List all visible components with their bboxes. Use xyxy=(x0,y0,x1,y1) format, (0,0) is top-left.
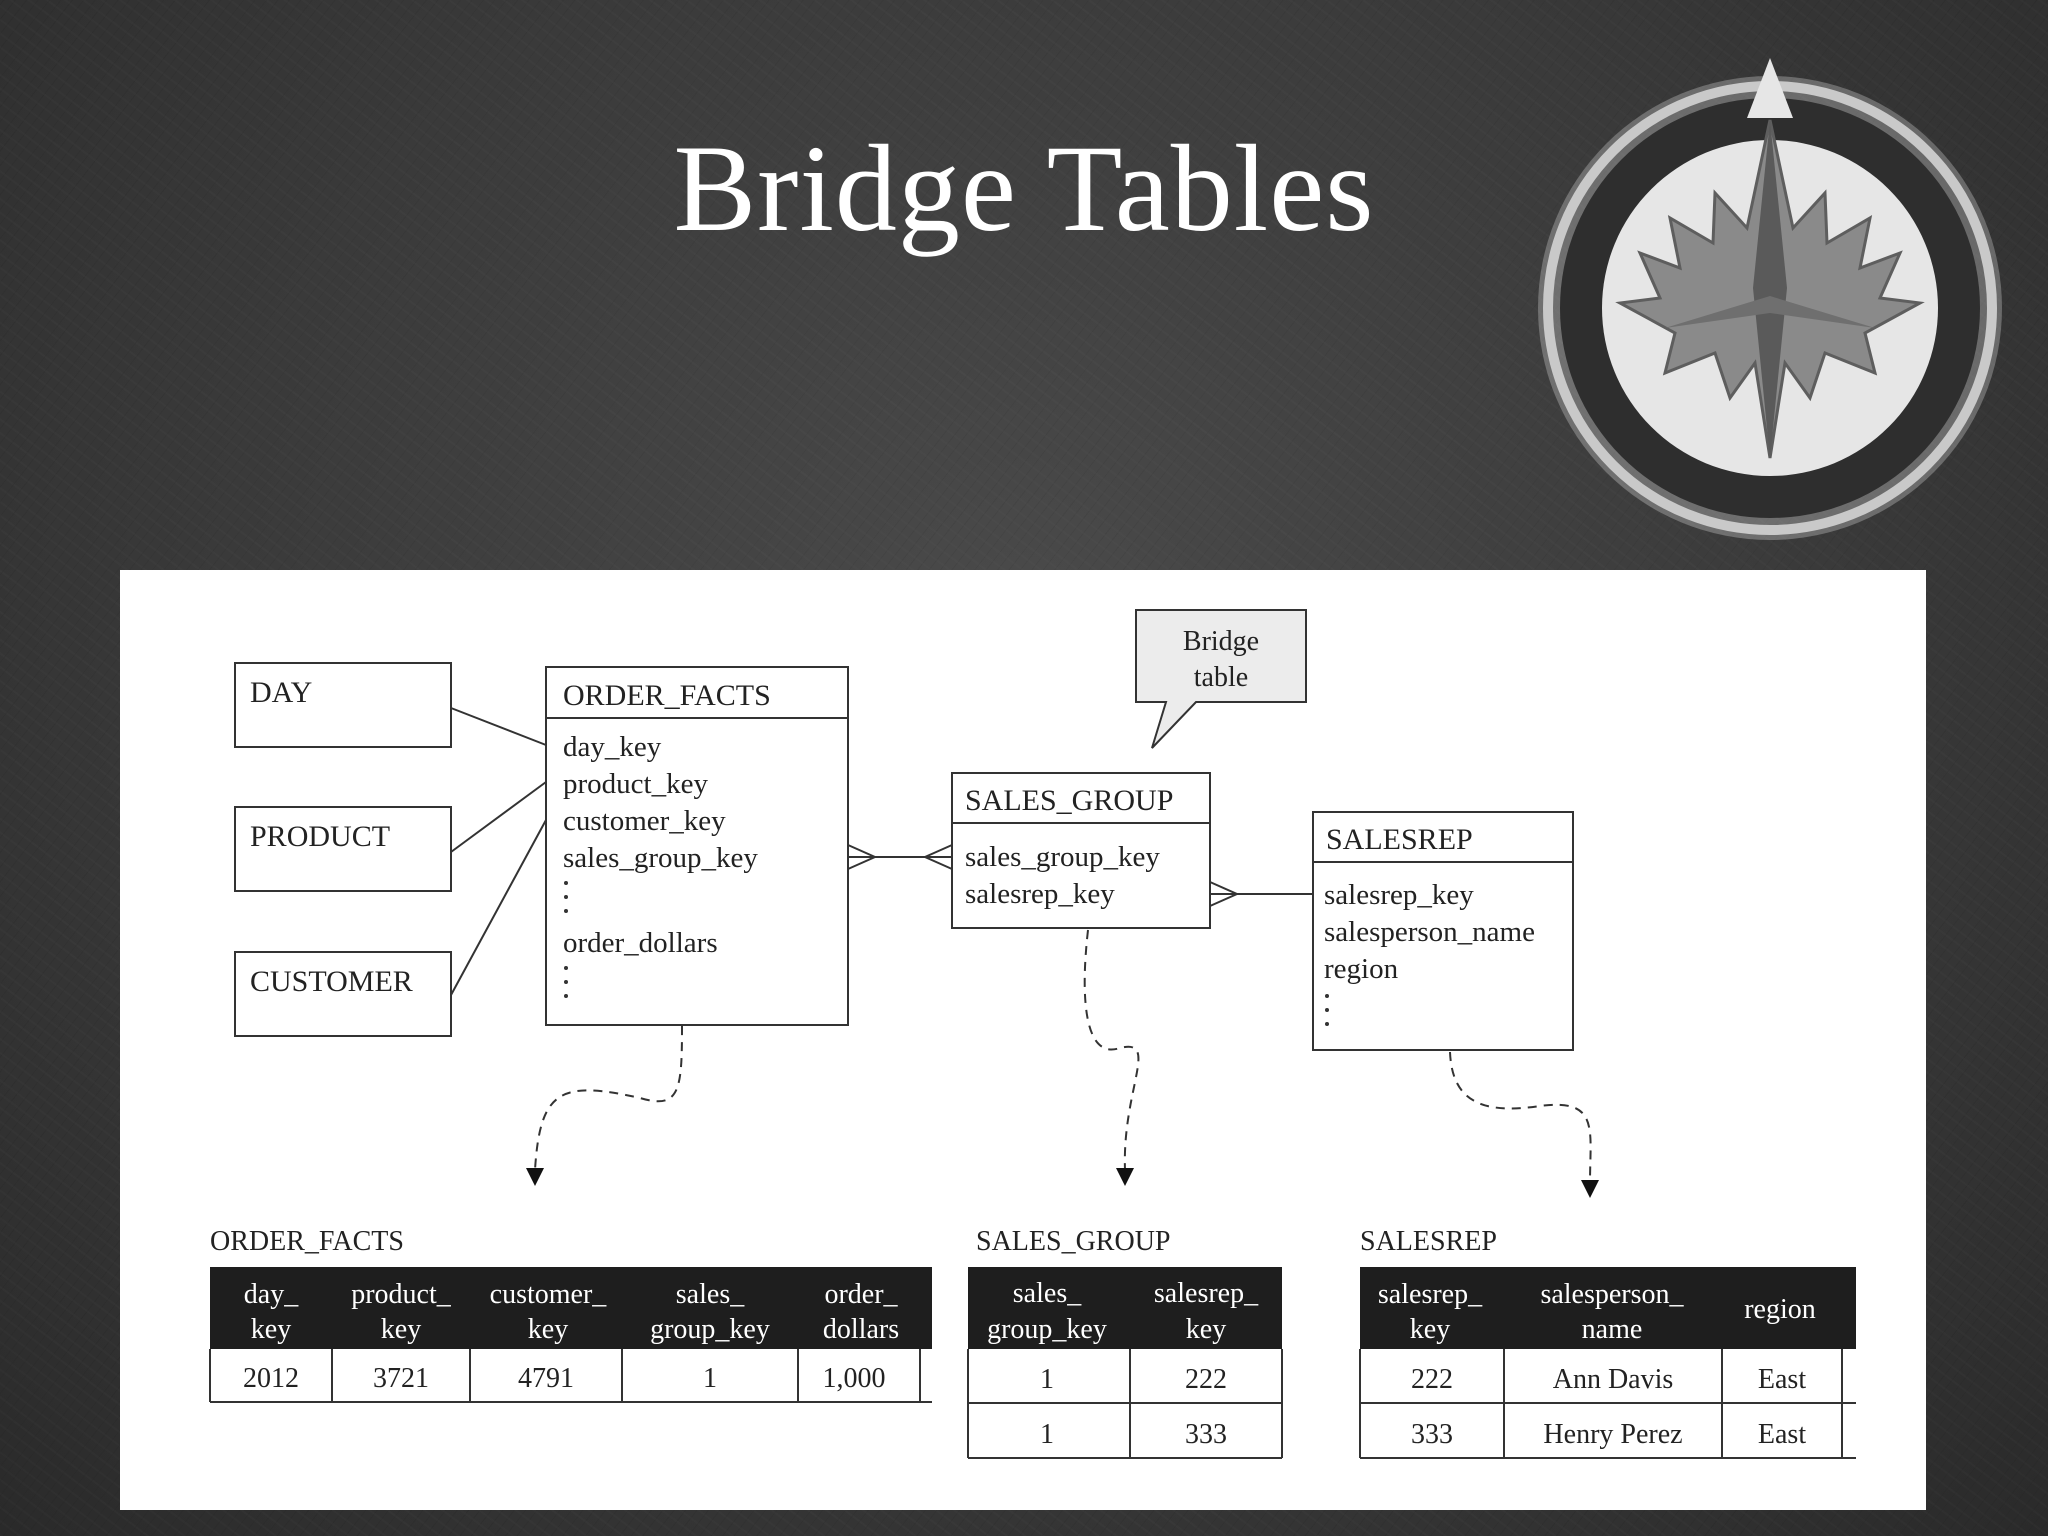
table-cell: East xyxy=(1757,1419,1807,1450)
table-header: salesperson_ xyxy=(1540,1279,1684,1310)
order-facts-arrow xyxy=(535,1026,682,1170)
table-header: group_key xyxy=(650,1314,770,1345)
order-facts-caption: ORDER_FACTS xyxy=(210,1226,404,1257)
table-cell: East xyxy=(1757,1364,1807,1395)
salesrep-attr: salesperson_name xyxy=(1324,916,1535,948)
day-relationship xyxy=(451,708,546,745)
sales-group-arrow xyxy=(1085,930,1139,1170)
order-facts-attr: customer_key xyxy=(563,805,726,837)
sales-group-table xyxy=(968,1267,1282,1458)
salesrep-caption: SALESREP xyxy=(1360,1226,1497,1257)
table-cell: 1 xyxy=(1040,1419,1054,1450)
table-header: key xyxy=(1409,1314,1451,1345)
table-header: sales_ xyxy=(675,1279,745,1310)
customer-relationship xyxy=(451,820,546,995)
salesrep-name: SALESREP xyxy=(1326,823,1473,856)
table-cell: 333 xyxy=(1185,1419,1227,1450)
salesrep-attr: salesrep_key xyxy=(1324,879,1474,911)
table-header: salesrep_ xyxy=(1153,1278,1259,1309)
table-cell: 3721 xyxy=(373,1363,429,1394)
callout-text: Bridge xyxy=(1182,626,1260,657)
salesrep-arrow xyxy=(1450,1052,1591,1182)
table-header: customer_ xyxy=(489,1279,607,1310)
table-header: dollars xyxy=(822,1314,900,1345)
table-cell: 222 xyxy=(1185,1364,1227,1395)
sales-group-attr: sales_group_key xyxy=(965,841,1160,873)
jets-logo-icon xyxy=(1525,28,2015,548)
table-cell: 2012 xyxy=(243,1363,299,1394)
salesrep-attr: region xyxy=(1324,953,1399,985)
table-cell: Henry Perez xyxy=(1543,1419,1683,1450)
order-facts-attr: product_key xyxy=(563,768,708,800)
product-relationship xyxy=(451,782,546,852)
table-header: day_ xyxy=(243,1279,299,1310)
order-facts-attr: sales_group_key xyxy=(563,842,758,874)
table-cell: 222 xyxy=(1411,1364,1453,1395)
table-cell: 4791 xyxy=(518,1363,574,1394)
table-header: salesrep_ xyxy=(1377,1279,1483,1310)
product-label: PRODUCT xyxy=(250,820,391,853)
table-cell: 333 xyxy=(1411,1419,1453,1450)
sales-group-attr: salesrep_key xyxy=(965,878,1115,910)
order-facts-attr: day_key xyxy=(563,731,662,763)
table-cell: 1 xyxy=(1040,1364,1054,1395)
bridge-table-diagram xyxy=(120,570,1926,1510)
table-header: sales_ xyxy=(1012,1278,1082,1309)
salesrep-table xyxy=(1360,1267,1856,1458)
table-header: order_ xyxy=(824,1279,898,1310)
table-header: key xyxy=(1185,1314,1227,1345)
table-header: group_key xyxy=(987,1314,1107,1345)
customer-label: CUSTOMER xyxy=(250,965,413,998)
table-header: name xyxy=(1581,1314,1643,1345)
sales-group-name: SALES_GROUP xyxy=(965,784,1174,817)
slide-title: Bridge Tables xyxy=(673,120,1375,257)
sales-group-caption: SALES_GROUP xyxy=(976,1226,1171,1257)
table-header: key xyxy=(527,1314,569,1345)
table-header: key xyxy=(380,1314,422,1345)
order-facts-name: ORDER_FACTS xyxy=(563,679,771,712)
callout-text: table xyxy=(1193,662,1249,693)
table-header: key xyxy=(250,1314,292,1345)
arrowheads xyxy=(526,1168,1599,1198)
table-header: product_ xyxy=(351,1279,451,1310)
day-label: DAY xyxy=(250,676,313,709)
order-facts-table xyxy=(210,1267,932,1402)
table-cell: 1,000 xyxy=(822,1363,886,1394)
diagram-panel xyxy=(120,570,1926,1510)
table-cell: 1 xyxy=(703,1363,717,1394)
table-header: region xyxy=(1744,1294,1816,1325)
table-cell: Ann Davis xyxy=(1552,1364,1674,1395)
order-facts-attr: order_dollars xyxy=(563,927,718,959)
